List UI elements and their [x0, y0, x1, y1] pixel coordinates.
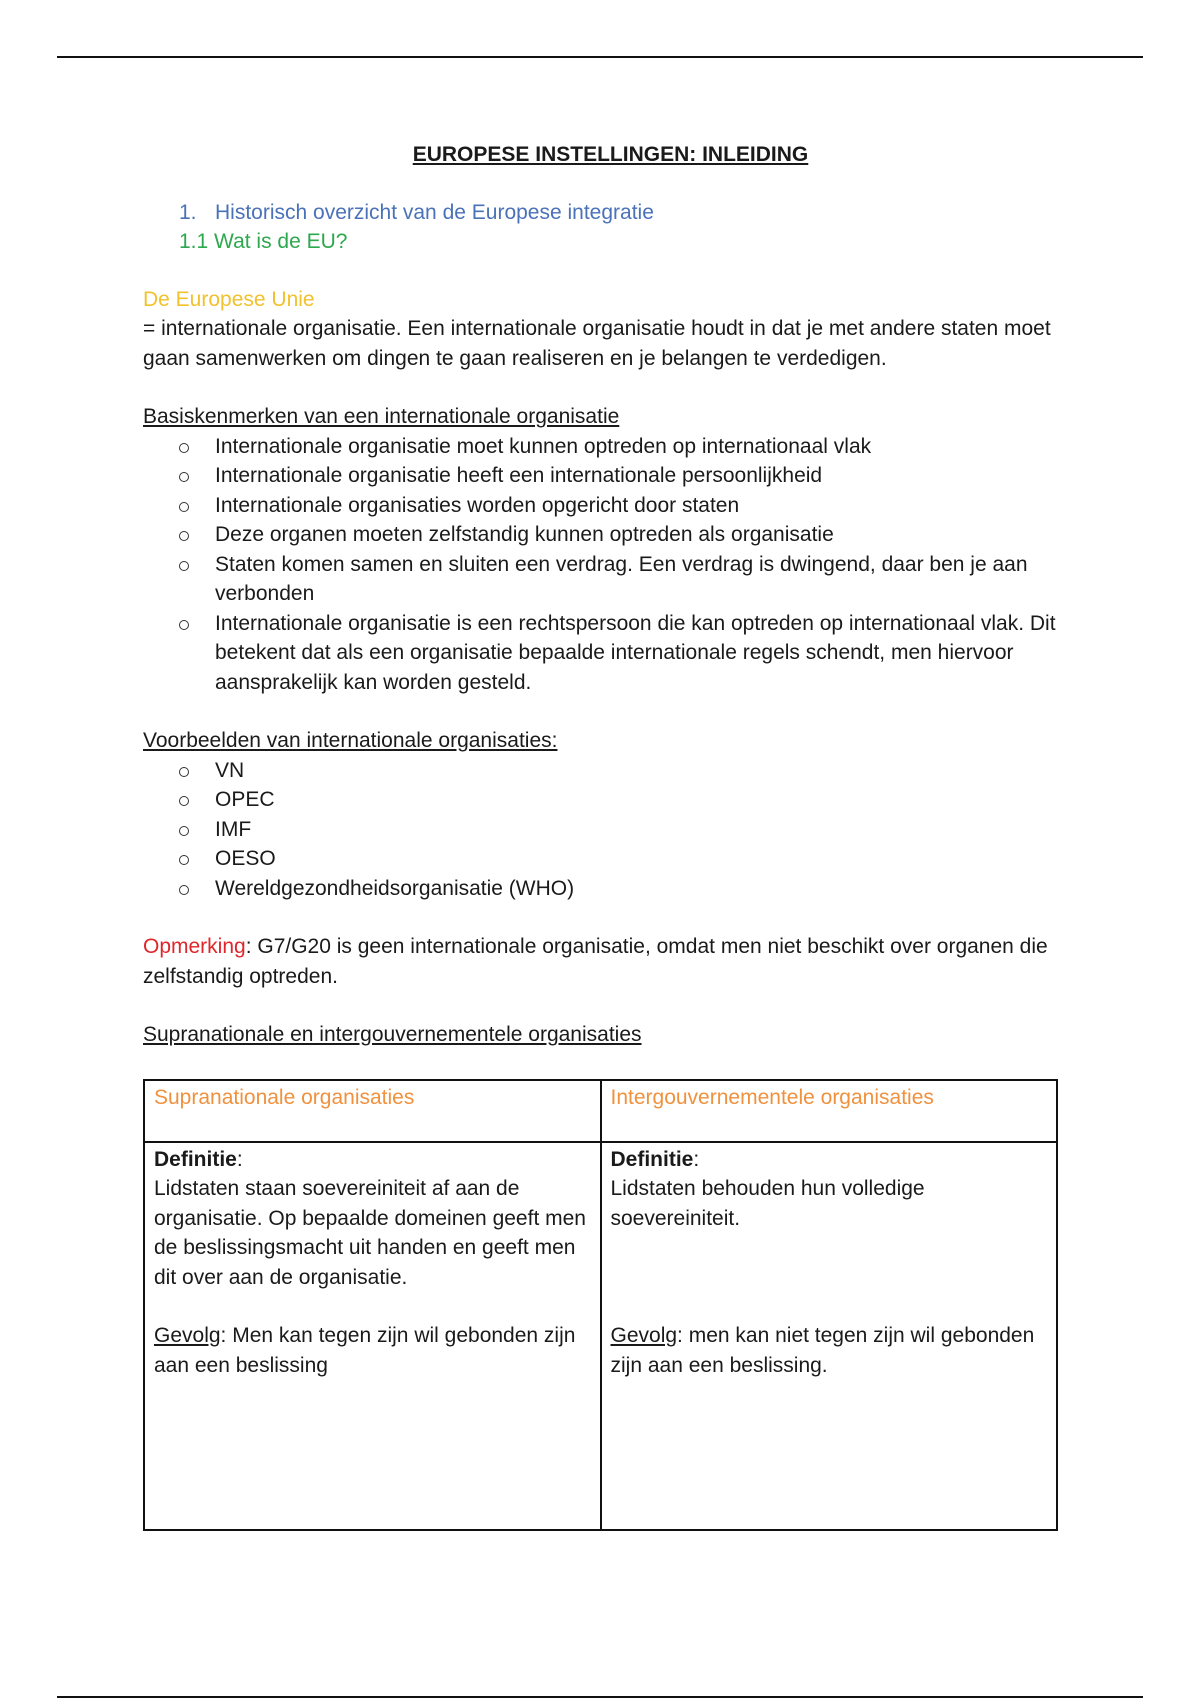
definitie-text: Lidstaten behouden hun volledige soevereiniteit. — [610, 1177, 925, 1230]
definitie-label: Definitie — [610, 1147, 694, 1171]
document-body — [143, 140, 1058, 1531]
table-header-row — [144, 1080, 1057, 1142]
supra-header: Supranationale organisaties — [144, 1080, 601, 1142]
voorbeelden-title: Voorbeelden van internationale organisaties: — [143, 729, 558, 752]
gevolg-label: Gevolg — [610, 1324, 678, 1347]
eu-definition: = internationale organisatie. Een internationale organisatie houdt in dat je met andere staten moet gaan samenwerken om dingen te gaan realiseren en je belangen te verdedigen. — [143, 317, 1051, 370]
opmerking-label: Opmerking — [143, 935, 246, 958]
gevolg-text: : Men kan tegen zijn wil gebonden zijn aan een beslissing — [154, 1324, 576, 1377]
page-title: EUROPESE INSTELLINGEN: INLEIDING — [412, 143, 809, 166]
list-item: Wereldgezondheidsorganisatie (WHO) — [215, 874, 1058, 904]
definitie-text: Lidstaten staan soevereiniteit af aan de organisatie. Op bepaalde domeinen geeft men de beslissingsmacht uit handen en geeft men dit over aan de organisatie. — [154, 1177, 586, 1289]
supra-section-title: Supranationale en intergouvernementele organisaties — [143, 1023, 642, 1046]
kenmerken-list — [143, 432, 1058, 698]
opmerking — [143, 932, 1058, 991]
list-item: Internationale organisaties worden opgericht door staten — [215, 491, 1058, 521]
heading-1-text: Historisch overzicht van de Europese integratie — [215, 200, 654, 224]
heading-2: 1.1 Wat is de EU? — [179, 230, 348, 253]
opmerking-text: : G7/G20 is geen internationale organisatie, omdat men niet beschikt over organen die zelfstandig optreden. — [143, 935, 1048, 988]
list-item: Internationale organisatie heeft een internationale persoonlijkheid — [215, 461, 1058, 491]
heading-1 — [143, 198, 1058, 228]
list-item: Staten komen samen en sluiten een verdrag. Een verdrag is dwingend, daar ben je aan verbonden — [215, 550, 1058, 609]
inter-cell: Definitie: Lidstaten behouden hun volledige soevereiniteit. Gevolg: men kan niet tegen zijn wil gebonden zijn aan een beslissing. — [601, 1142, 1058, 1530]
bottom-rule — [57, 1696, 1143, 1698]
table-row — [144, 1142, 1057, 1530]
list-item: Deze organen moeten zelfstandig kunnen optreden als organisatie — [215, 520, 1058, 550]
eu-title: De Europese Unie — [143, 287, 315, 311]
list-item: OESO — [215, 844, 1058, 874]
list-item: IMF — [215, 815, 1058, 845]
heading-1-number: 1. — [179, 200, 197, 224]
gevolg-label: Gevolg — [154, 1324, 221, 1347]
kenmerken-title: Basiskenmerken van een internationale organisatie — [143, 405, 620, 428]
definitie-label: Definitie — [154, 1147, 237, 1171]
comparison-table — [143, 1079, 1058, 1531]
list-item: VN — [215, 756, 1058, 786]
inter-header: Intergouvernementele organisaties — [601, 1080, 1058, 1142]
top-rule — [57, 56, 1143, 58]
supra-cell: Definitie: Lidstaten staan soevereiniteit af aan de organisatie. Op bepaalde domeinen geeft men de beslissingsmacht uit handen en geeft men dit over aan de organisatie. Gevolg: Men kan tegen zijn wil gebonden zijn aan een beslissing — [144, 1142, 601, 1530]
list-item: Internationale organisatie moet kunnen optreden op internationaal vlak — [215, 432, 1058, 462]
list-item: OPEC — [215, 785, 1058, 815]
gevolg-text: : men kan niet tegen zijn wil gebonden zijn aan een beslissing. — [610, 1324, 1035, 1377]
voorbeelden-list — [143, 756, 1058, 904]
list-item: Internationale organisatie is een rechtspersoon die kan optreden op internationaal vlak. Dit betekent dat als een organisatie bepaalde internationale regels schendt, men hiervoor aansprakelijk kan worden gesteld. — [215, 609, 1058, 698]
